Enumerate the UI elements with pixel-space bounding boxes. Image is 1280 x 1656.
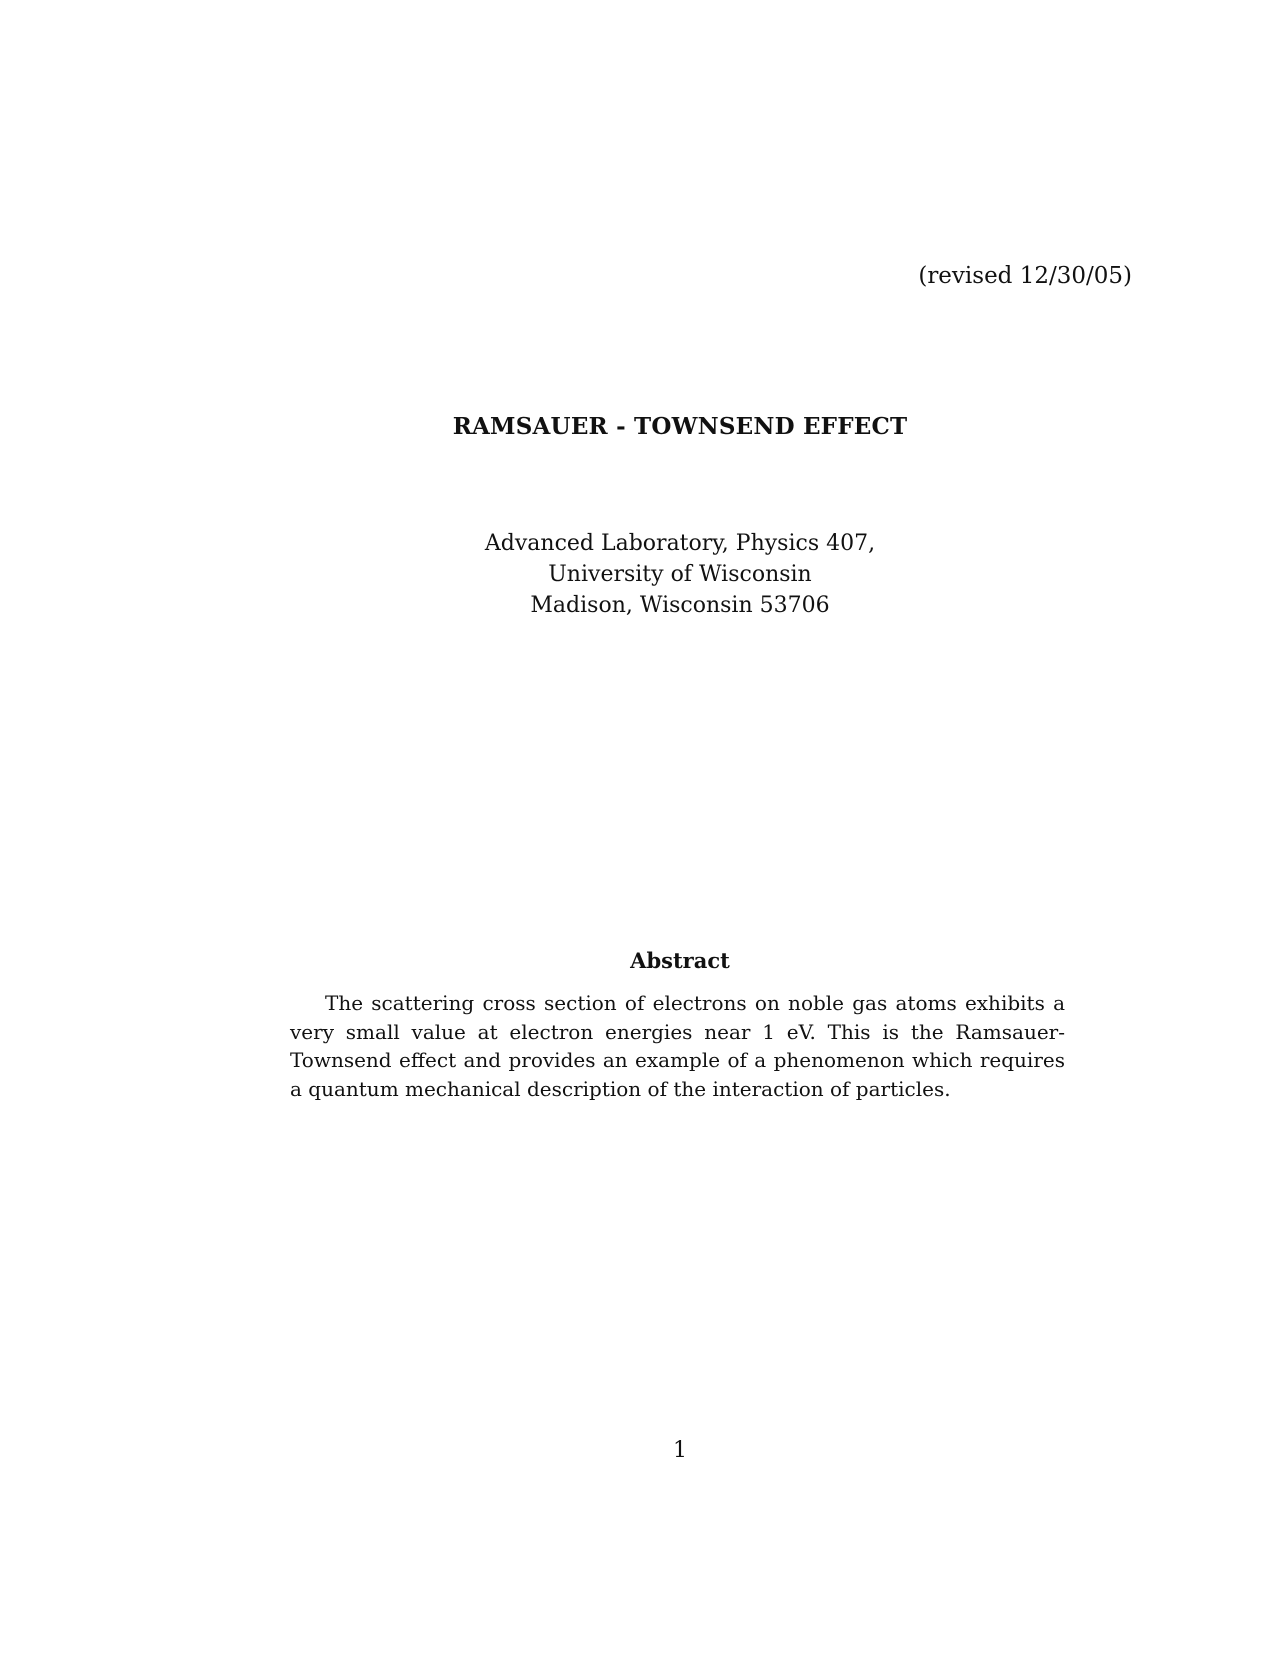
affiliation-line-1: Advanced Laboratory, Physics 407, (484, 531, 876, 556)
document-title: RAMSAUER - TOWNSEND EFFECT (452, 413, 908, 440)
abstract-heading: Abstract (630, 948, 730, 973)
page-number: 1 (673, 1438, 687, 1463)
affiliation-line-2: University of Wisconsin (548, 562, 812, 587)
revision-date: (revised 12/30/05) (918, 263, 1132, 289)
abstract-body: The scattering cross section of electrons on noble gas atoms exhibits a very small value at electron energies near 1 eV. This is the Ramsauer-Townsend effect and provides an example of a phenomenon which requires a quantum mechanical description of the interaction of particles. (290, 991, 1065, 1101)
affiliation-line-3: Madison, Wisconsin 53706 (530, 593, 830, 618)
affiliation-block (0, 528, 1280, 621)
